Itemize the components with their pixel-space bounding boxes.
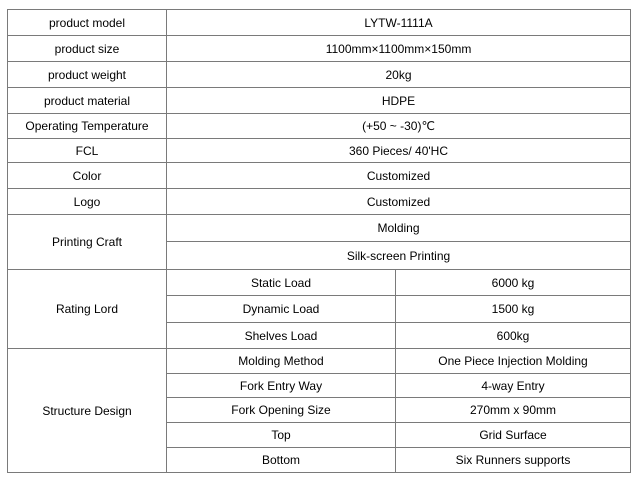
row-label: product model (8, 10, 167, 36)
row-value: 360 Pieces/ 40'HC (167, 139, 631, 163)
rating-lord-name: Dynamic Load (167, 296, 396, 323)
rating-lord-label: Rating Lord (8, 270, 167, 349)
row-label: FCL (8, 139, 167, 163)
table-row (8, 270, 631, 296)
printing-craft-value: Molding (167, 215, 631, 242)
printing-craft-label: Printing Craft (8, 215, 167, 270)
row-label: Logo (8, 189, 167, 215)
structure-design-value: Six Runners supports (396, 448, 631, 473)
structure-design-value: 4-way Entry (396, 374, 631, 398)
row-label: Color (8, 163, 167, 189)
structure-design-value: One Piece Injection Molding (396, 349, 631, 374)
rating-lord-name: Static Load (167, 270, 396, 296)
table-row (8, 215, 631, 242)
structure-design-name: Molding Method (167, 349, 396, 374)
row-value: HDPE (167, 88, 631, 114)
row-value: (+50 ~ -30)℃ (167, 114, 631, 139)
structure-design-name: Fork Opening Size (167, 398, 396, 423)
rating-lord-value: 1500 kg (396, 296, 631, 323)
table-row (8, 139, 631, 163)
rating-lord-value: 600kg (396, 323, 631, 349)
table-row (8, 189, 631, 215)
structure-design-value: Grid Surface (396, 423, 631, 448)
row-label: product material (8, 88, 167, 114)
table-row (8, 62, 631, 88)
row-label: Operating Temperature (8, 114, 167, 139)
table-row (8, 349, 631, 374)
table-row (8, 36, 631, 62)
row-value: 1100mm×1100mm×150mm (167, 36, 631, 62)
product-spec-table (7, 9, 631, 473)
row-value: LYTW-1111A (167, 10, 631, 36)
table-row (8, 88, 631, 114)
table-row (8, 10, 631, 36)
row-value: Customized (167, 189, 631, 215)
table-row (8, 114, 631, 139)
row-label: product size (8, 36, 167, 62)
row-label: product weight (8, 62, 167, 88)
structure-design-name: Fork Entry Way (167, 374, 396, 398)
structure-design-label: Structure Design (8, 349, 167, 473)
structure-design-name: Bottom (167, 448, 396, 473)
row-value: Customized (167, 163, 631, 189)
rating-lord-name: Shelves Load (167, 323, 396, 349)
printing-craft-value: Silk-screen Printing (167, 242, 631, 270)
structure-design-name: Top (167, 423, 396, 448)
table-row (8, 163, 631, 189)
structure-design-value: 270mm x 90mm (396, 398, 631, 423)
row-value: 20kg (167, 62, 631, 88)
rating-lord-value: 6000 kg (396, 270, 631, 296)
